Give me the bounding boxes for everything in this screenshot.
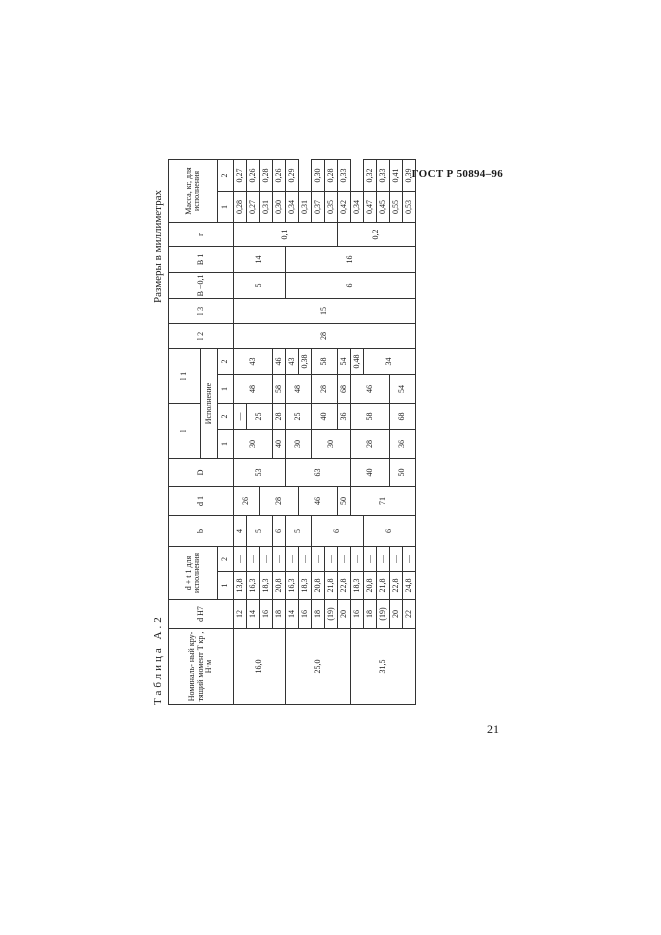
cell-d: 18 bbox=[273, 600, 286, 629]
cell-l1-1: 58 bbox=[351, 403, 390, 429]
cell-mass-2: 0,31 bbox=[299, 191, 312, 222]
cell-B: 6 bbox=[286, 272, 416, 298]
cell-mass-1: 0,30 bbox=[273, 191, 286, 222]
cell-d1: 30 bbox=[312, 430, 351, 459]
cell-mass-2: 0,33 bbox=[338, 159, 351, 191]
header-l3: l 3 bbox=[169, 298, 234, 323]
cell-mass-2: 0,26 bbox=[273, 159, 286, 191]
cell-dt2: — bbox=[351, 547, 364, 572]
cell-b: 5 bbox=[247, 516, 273, 547]
cell-r: 0,1 bbox=[234, 222, 338, 246]
cell-D: 53 bbox=[234, 459, 286, 487]
cell-mass-2: 0,29 bbox=[286, 159, 299, 191]
cell-b: 6 bbox=[312, 516, 364, 547]
cell-l-1: 40 bbox=[312, 403, 338, 429]
cell-dt1: 22,8 bbox=[390, 572, 403, 600]
cell-B: 5 bbox=[234, 272, 286, 298]
cell-mass-2: 0,30 bbox=[312, 159, 325, 191]
cell-d: 16 bbox=[351, 600, 364, 629]
cell-mass-1: 0,28 bbox=[234, 191, 247, 222]
cell-l1-2: 54 bbox=[338, 348, 351, 374]
cell-mass-1: 0,38 bbox=[299, 348, 312, 374]
cell-l1-2: 43 bbox=[234, 348, 273, 374]
cell-l1-1: 48 bbox=[286, 374, 312, 403]
cell-b: 4 bbox=[234, 516, 247, 547]
cell-dt1: 16,3 bbox=[286, 572, 299, 600]
cell-l-2: 36 bbox=[338, 403, 351, 429]
cell-B1: 16 bbox=[286, 246, 416, 272]
cell-mass-1: 0,42 bbox=[338, 191, 351, 222]
cell-d: (19) bbox=[377, 600, 390, 629]
header-exec-1: 1 bbox=[218, 572, 234, 600]
cell-dt1: 18,3 bbox=[260, 572, 273, 600]
cell-mass-2: 0,28 bbox=[260, 159, 273, 191]
cell-dt2: — bbox=[338, 547, 351, 572]
cell-dt1: 18,3 bbox=[299, 572, 312, 600]
cell-l1-2: 54 bbox=[390, 374, 416, 403]
cell-dt1: 21,8 bbox=[377, 572, 390, 600]
cell-B1: 14 bbox=[234, 246, 286, 272]
cell-l3: 15 bbox=[234, 298, 416, 323]
cell-l-2: — bbox=[234, 403, 247, 429]
header-D: D bbox=[169, 459, 234, 487]
cell-l1-1: 68 bbox=[390, 403, 416, 429]
cell-mass-2: 0,27 bbox=[234, 159, 247, 191]
header-torque: Номиналь- ный кру- тящий момент T кр , Н·м bbox=[169, 629, 234, 705]
header-exec-1: 1 bbox=[218, 191, 234, 222]
cell-mass-1: 0,35 bbox=[325, 191, 338, 222]
cell-torque: 25,0 bbox=[286, 629, 351, 705]
cell-l-1: 50 bbox=[338, 487, 351, 516]
cell-mass-1: 0,37 bbox=[312, 191, 325, 222]
cell-D: 71 bbox=[351, 487, 416, 516]
cell-torque: 31,5 bbox=[351, 629, 416, 705]
cell-dt1: 22,8 bbox=[338, 572, 351, 600]
cell-dt2: — bbox=[286, 547, 299, 572]
cell-l-1: 30 bbox=[286, 430, 312, 459]
cell-dt1: 21,8 bbox=[325, 572, 338, 600]
cell-dt2: — bbox=[403, 547, 416, 572]
header-execution: Исполнение bbox=[201, 348, 218, 458]
cell-dt2: — bbox=[234, 547, 247, 572]
header-mass: Масса, кг, для исполнения bbox=[169, 159, 218, 222]
header-l: l bbox=[169, 403, 201, 458]
cell-l1-1: 58 bbox=[312, 348, 338, 374]
header-d: d H7 bbox=[169, 600, 234, 629]
cell-l1-2: 46 bbox=[273, 348, 286, 374]
cell-l-2: 28 bbox=[273, 403, 286, 429]
cell-mass-2: 0,28 bbox=[325, 159, 338, 191]
header-B1: B 1 bbox=[169, 246, 234, 272]
cell-d1: 28 bbox=[260, 487, 299, 516]
cell-b: 6 bbox=[364, 516, 416, 547]
header-exec-1: 1 bbox=[218, 430, 234, 459]
cell-l1-2: 46 bbox=[299, 487, 338, 516]
cell-l-1: 50 bbox=[390, 459, 416, 487]
cell-mass-2: 0,34 bbox=[351, 191, 364, 222]
cell-l1-1: 48 bbox=[234, 374, 273, 403]
cell-l-2: 28 bbox=[312, 374, 338, 403]
cell-mass-1: 0,53 bbox=[403, 191, 416, 222]
cell-d: (19) bbox=[325, 600, 338, 629]
cell-l-2: 25 bbox=[247, 403, 273, 429]
cell-d: 18 bbox=[364, 600, 377, 629]
cell-mass-2: 0,33 bbox=[377, 159, 390, 191]
table-row bbox=[234, 159, 247, 704]
table-caption: Таблица А.2 bbox=[152, 614, 164, 705]
header-d1: d 1 bbox=[169, 487, 234, 516]
cell-mass-1: 0,31 bbox=[260, 191, 273, 222]
cell-d: 20 bbox=[390, 600, 403, 629]
cell-dt1: 20,8 bbox=[364, 572, 377, 600]
cell-l-2: 36 bbox=[390, 430, 416, 459]
page-number: 21 bbox=[487, 722, 499, 736]
cell-l1-2: 46 bbox=[351, 374, 390, 403]
cell-dt2: — bbox=[390, 547, 403, 572]
cell-l1-1: 68 bbox=[338, 374, 351, 403]
cell-dt2: — bbox=[299, 547, 312, 572]
cell-l-2: 25 bbox=[286, 403, 312, 429]
cell-torque: 16,0 bbox=[234, 629, 286, 705]
cell-mass-2: 0,32 bbox=[364, 159, 377, 191]
cell-dt2: — bbox=[325, 547, 338, 572]
cell-d: 18 bbox=[312, 600, 325, 629]
units-note: Размеры в миллиметрах bbox=[152, 190, 164, 303]
header-exec-2: 2 bbox=[218, 547, 234, 572]
cell-l-1: 40 bbox=[351, 459, 390, 487]
cell-d: 16 bbox=[299, 600, 312, 629]
cell-d: 20 bbox=[338, 600, 351, 629]
cell-d1: 34 bbox=[364, 348, 416, 374]
header-dt: d + t 1 для исполнения bbox=[169, 547, 218, 600]
cell-dt1: 20,8 bbox=[273, 572, 286, 600]
header-l1: l 1 bbox=[169, 348, 201, 403]
cell-dt1: 18,3 bbox=[351, 572, 364, 600]
header-exec-2: 2 bbox=[218, 159, 234, 191]
cell-b: 5 bbox=[286, 516, 312, 547]
cell-l1-1: 58 bbox=[273, 374, 286, 403]
cell-mass-1: 0,27 bbox=[247, 191, 260, 222]
cell-mass-2: 0,26 bbox=[247, 159, 260, 191]
cell-dt2: — bbox=[312, 547, 325, 572]
cell-l2: 28 bbox=[234, 323, 416, 348]
cell-d: 16 bbox=[260, 600, 273, 629]
cell-mass-2: 0,39 bbox=[403, 159, 416, 191]
cell-b: 6 bbox=[273, 516, 286, 547]
header-exec-2: 2 bbox=[218, 403, 234, 429]
cell-dt2: — bbox=[273, 547, 286, 572]
header-l2: l 2 bbox=[169, 323, 234, 348]
header-exec-2: 2 bbox=[218, 348, 234, 374]
cell-d: 14 bbox=[247, 600, 260, 629]
cell-dt1: 13,8 bbox=[234, 572, 247, 600]
cell-d: 14 bbox=[286, 600, 299, 629]
header-r: r bbox=[169, 222, 234, 246]
cell-mass-1: 0,55 bbox=[390, 191, 403, 222]
cell-mass-1: 0,34 bbox=[286, 191, 299, 222]
document-code: ГОСТ Р 50894–96 bbox=[411, 168, 503, 180]
cell-mass-1: 0,45 bbox=[377, 191, 390, 222]
cell-r: 0,2 bbox=[338, 222, 416, 246]
cell-mass-1: 0,47 bbox=[364, 191, 377, 222]
cell-l-2: 28 bbox=[351, 430, 390, 459]
cell-dt1: 24,8 bbox=[403, 572, 416, 600]
cell-dt2: — bbox=[364, 547, 377, 572]
cell-l-1: 30 bbox=[234, 430, 273, 459]
cell-dt1: 20,8 bbox=[312, 572, 325, 600]
cell-d1: 26 bbox=[234, 487, 260, 516]
cell-dt1: 16,3 bbox=[247, 572, 260, 600]
cell-dt2: — bbox=[260, 547, 273, 572]
header-exec-1: 1 bbox=[218, 374, 234, 403]
cell-mass-1: 0,48 bbox=[351, 348, 364, 374]
cell-mass-2: 0,41 bbox=[390, 159, 403, 191]
header-B: B −0,1 bbox=[169, 272, 234, 298]
cell-l1-2: 43 bbox=[286, 348, 299, 374]
dimensions-table bbox=[168, 159, 416, 705]
cell-D: 63 bbox=[286, 459, 351, 487]
cell-l-1: 40 bbox=[273, 430, 286, 459]
cell-dt2: — bbox=[247, 547, 260, 572]
cell-dt2: — bbox=[377, 547, 390, 572]
header-b: b bbox=[169, 516, 234, 547]
cell-d: 12 bbox=[234, 600, 247, 629]
cell-d: 22 bbox=[403, 600, 416, 629]
